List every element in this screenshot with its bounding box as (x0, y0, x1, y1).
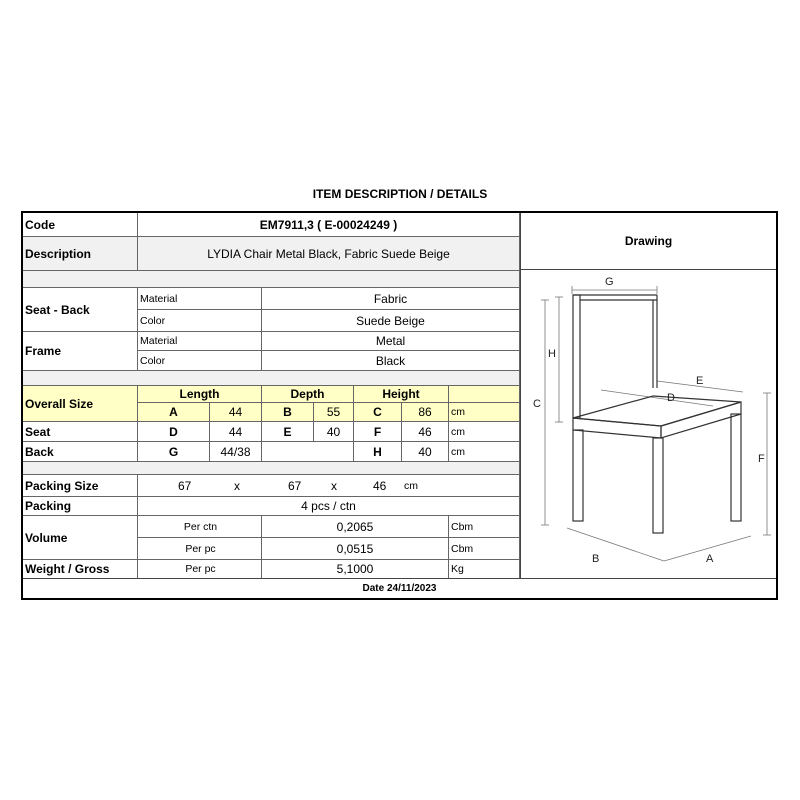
volume-unit: Cbm (449, 516, 520, 538)
frame-group (23, 332, 520, 371)
frame-color: Black (262, 351, 520, 371)
unit-header-cell (449, 386, 520, 403)
seat-back-color-label: Color (138, 310, 262, 332)
dim-c-letter: C (354, 403, 402, 422)
packing-value: 4 pcs / ctn (138, 497, 520, 516)
overall-unit: cm (449, 403, 520, 422)
dim-h-value: 40 (402, 442, 449, 462)
description-value: LYDIA Chair Metal Black, Fabric Suede Beige (138, 237, 520, 271)
packing-row (23, 497, 520, 516)
dim-h-letter: H (354, 442, 402, 462)
volume-per-pc-label: Per pc (138, 538, 262, 560)
packing-label: Packing (23, 497, 138, 516)
volume-label: Volume (23, 516, 138, 560)
dim-b-letter: B (262, 403, 314, 422)
packing-unit: cm (404, 479, 418, 492)
volume-per-ctn: 0,2065 (262, 516, 449, 538)
dim-e-value: 40 (314, 422, 354, 442)
dim-a-value: 44 (210, 403, 262, 422)
chair-drawing (521, 270, 775, 577)
length-header: Length (138, 386, 262, 403)
drawing-letter-c: C (533, 398, 541, 410)
seat-back-group (23, 288, 520, 332)
back-label: Back (23, 442, 138, 462)
dim-d-letter: D (138, 422, 210, 442)
dim-c-value: 86 (402, 403, 449, 422)
packing-height: 46 (373, 478, 387, 493)
packing-length: 67 (178, 478, 192, 493)
overall-size-group (23, 386, 520, 422)
seat-back-label: Seat - Back (23, 288, 138, 332)
description-row (23, 237, 520, 271)
dim-f-letter: F (354, 422, 402, 442)
volume-per-pc: 0,0515 (262, 538, 449, 560)
frame-material: Metal (262, 332, 520, 351)
packing-width: 67 (288, 478, 302, 493)
dimension-lines (541, 286, 771, 561)
packing-size-cell (138, 475, 520, 497)
description-label: Description (23, 237, 138, 271)
spacer (23, 271, 520, 288)
code-row (23, 213, 520, 237)
frame-color-label: Color (138, 351, 262, 371)
volume-per-ctn-label: Per ctn (138, 516, 262, 538)
back-row (23, 442, 520, 462)
drawing-letter-a: A (706, 553, 714, 565)
dim-d-value: 44 (210, 422, 262, 442)
weight-row (23, 560, 520, 579)
drawing-letter-f: F (758, 453, 765, 465)
item-sheet (21, 211, 778, 600)
seat-back-material-label: Material (138, 288, 262, 310)
volume-unit: Cbm (449, 538, 520, 560)
back-unit: cm (449, 442, 520, 462)
drawing-letter-d: D (667, 392, 675, 404)
spacer (23, 371, 520, 386)
volume-group (23, 516, 520, 560)
dim-f-value: 46 (402, 422, 449, 442)
weight-label: Weight / Gross (23, 560, 138, 579)
seat-unit: cm (449, 422, 520, 442)
empty-cell (262, 442, 354, 462)
dim-a-letter: A (138, 403, 210, 422)
drawing-letter-b: B (592, 553, 600, 565)
packing-size-row (23, 475, 520, 497)
weight-per-pc-label: Per pc (138, 560, 262, 579)
code-label: Code (23, 213, 138, 237)
overall-size-label: Overall Size (23, 386, 138, 422)
seat-label: Seat (23, 422, 138, 442)
drawing-letter-g: G (605, 276, 614, 288)
seat-row (23, 422, 520, 442)
spacer (23, 462, 520, 475)
chair-outline (573, 295, 741, 533)
drawing-letter-e: E (696, 375, 704, 387)
packing-size-label: Packing Size (23, 475, 138, 497)
code-value: EM7911,3 ( E-00024249 ) (138, 213, 520, 237)
drawing-label: Drawing (521, 213, 776, 270)
times-sign: x (331, 478, 337, 493)
frame-label: Frame (23, 332, 138, 371)
drawing-panel (520, 213, 776, 578)
date-footer: Date 24/11/2023 (23, 578, 776, 598)
seat-back-color: Suede Beige (262, 310, 520, 332)
dim-e-letter: E (262, 422, 314, 442)
seat-back-material: Fabric (262, 288, 520, 310)
weight-value: 5,1000 (262, 560, 449, 579)
dim-g-letter: G (138, 442, 210, 462)
drawing-letter-h: H (548, 348, 556, 360)
depth-header: Depth (262, 386, 354, 403)
times-sign: x (234, 478, 240, 493)
weight-unit: Kg (449, 560, 520, 579)
frame-material-label: Material (138, 332, 262, 351)
height-header: Height (354, 386, 449, 403)
dim-g-value: 44/38 (210, 442, 262, 462)
dim-b-value: 55 (314, 403, 354, 422)
page-title: ITEM DESCRIPTION / DETAILS (312, 187, 488, 201)
